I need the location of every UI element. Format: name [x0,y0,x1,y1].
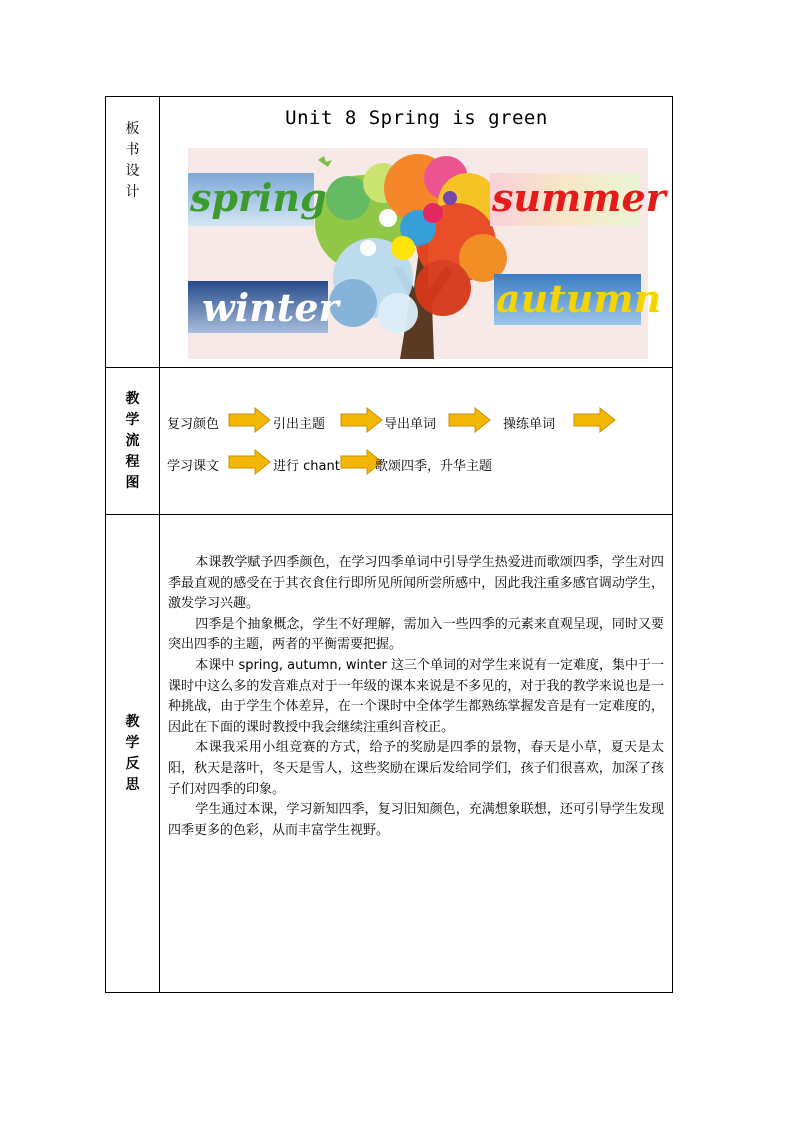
flow-label: 教学流程图 [125,390,140,491]
summer-card [490,173,666,226]
lesson-table [105,96,673,993]
spring-word: spring [190,175,327,220]
flow-arrow-icon [229,450,271,474]
autumn-word: autumn [496,276,662,321]
flow-step-5: 学习课文 [167,459,220,474]
reflection-text [168,553,664,841]
flow-arrow-icon [229,408,271,432]
reflection-label-cell [106,515,160,992]
reflection-paragraph: 学生通过本课，学习新知四季，复习旧知颜色，充满想象联想，还可引导学生发现四季更多的色彩，从而丰富学生视野。 [168,802,664,838]
flow-step-4: 操练单词 [503,417,556,432]
flow-step-3: 导出单词 [384,417,437,432]
flow-arrow-icon [449,408,491,432]
flow-step-6: 进行 chant [273,459,340,474]
flow-label-cell [106,368,160,514]
board-design-row [106,97,672,368]
flow-arrow-icon [574,408,616,432]
winter-word: winter [202,285,339,330]
flow-cell [161,368,672,514]
reflection-paragraph: 四季是个抽象概念，学生不好理解，需加入一些四季的元素来直观呈现，同时又要突出四季的主题，两者的平衡需要把握。 [168,616,664,653]
board-design-cell [161,97,672,367]
spring-card [188,173,327,226]
winter-card [188,281,339,333]
flow-step-7: 歌颂四季，升华主题 [375,459,493,474]
board-design-label-cell [106,97,160,367]
reflection-paragraph: 本课中 spring, autumn, winter 这三个单词的对学生来说有一定难度，集中于一课时中这么多的发音难点对于一年级的课本来说是不多见的，对于我的教学来说也是一种挑战，由于学生个体差异，在一个课时中全体学生都熟练掌握发音是有一定难度的，因此在下面的课时教授中我会继续注重纠音校正。 [168,657,664,735]
seasons-tree-image [188,148,666,359]
reflection-paragraph: 本课教学赋予四季颜色，在学习四季单词中引导学生热爱进而歌颂四季，学生对四季最直观的感受在于其衣食住行即所见所闻所尝所感中，因此我注重多感官调动学生，激发学习兴趣。 [168,555,664,612]
flow-step-2: 引出主题 [273,417,326,432]
summer-word: summer [492,175,666,220]
reflection-paragraph: 本课我采用小组竞赛的方式，给予的奖励是四季的景物，春天是小草，夏天是太阳，秋天是落叶，冬天是雪人，这些奖励在课后发给同学们，孩子们很喜欢，加深了孩子们对四季的印象。 [168,740,664,797]
flow-row [106,368,672,515]
flow-step-1: 复习颜色 [167,417,220,432]
reflection-label: 教学反思 [125,713,140,793]
board-design-label: 板书设计 [125,121,140,200]
autumn-card [494,274,662,325]
reflection-row [106,515,672,992]
flow-arrow-icon [341,408,383,432]
lesson-title: Unit 8 Spring is green [285,107,548,129]
reflection-cell [161,515,672,992]
